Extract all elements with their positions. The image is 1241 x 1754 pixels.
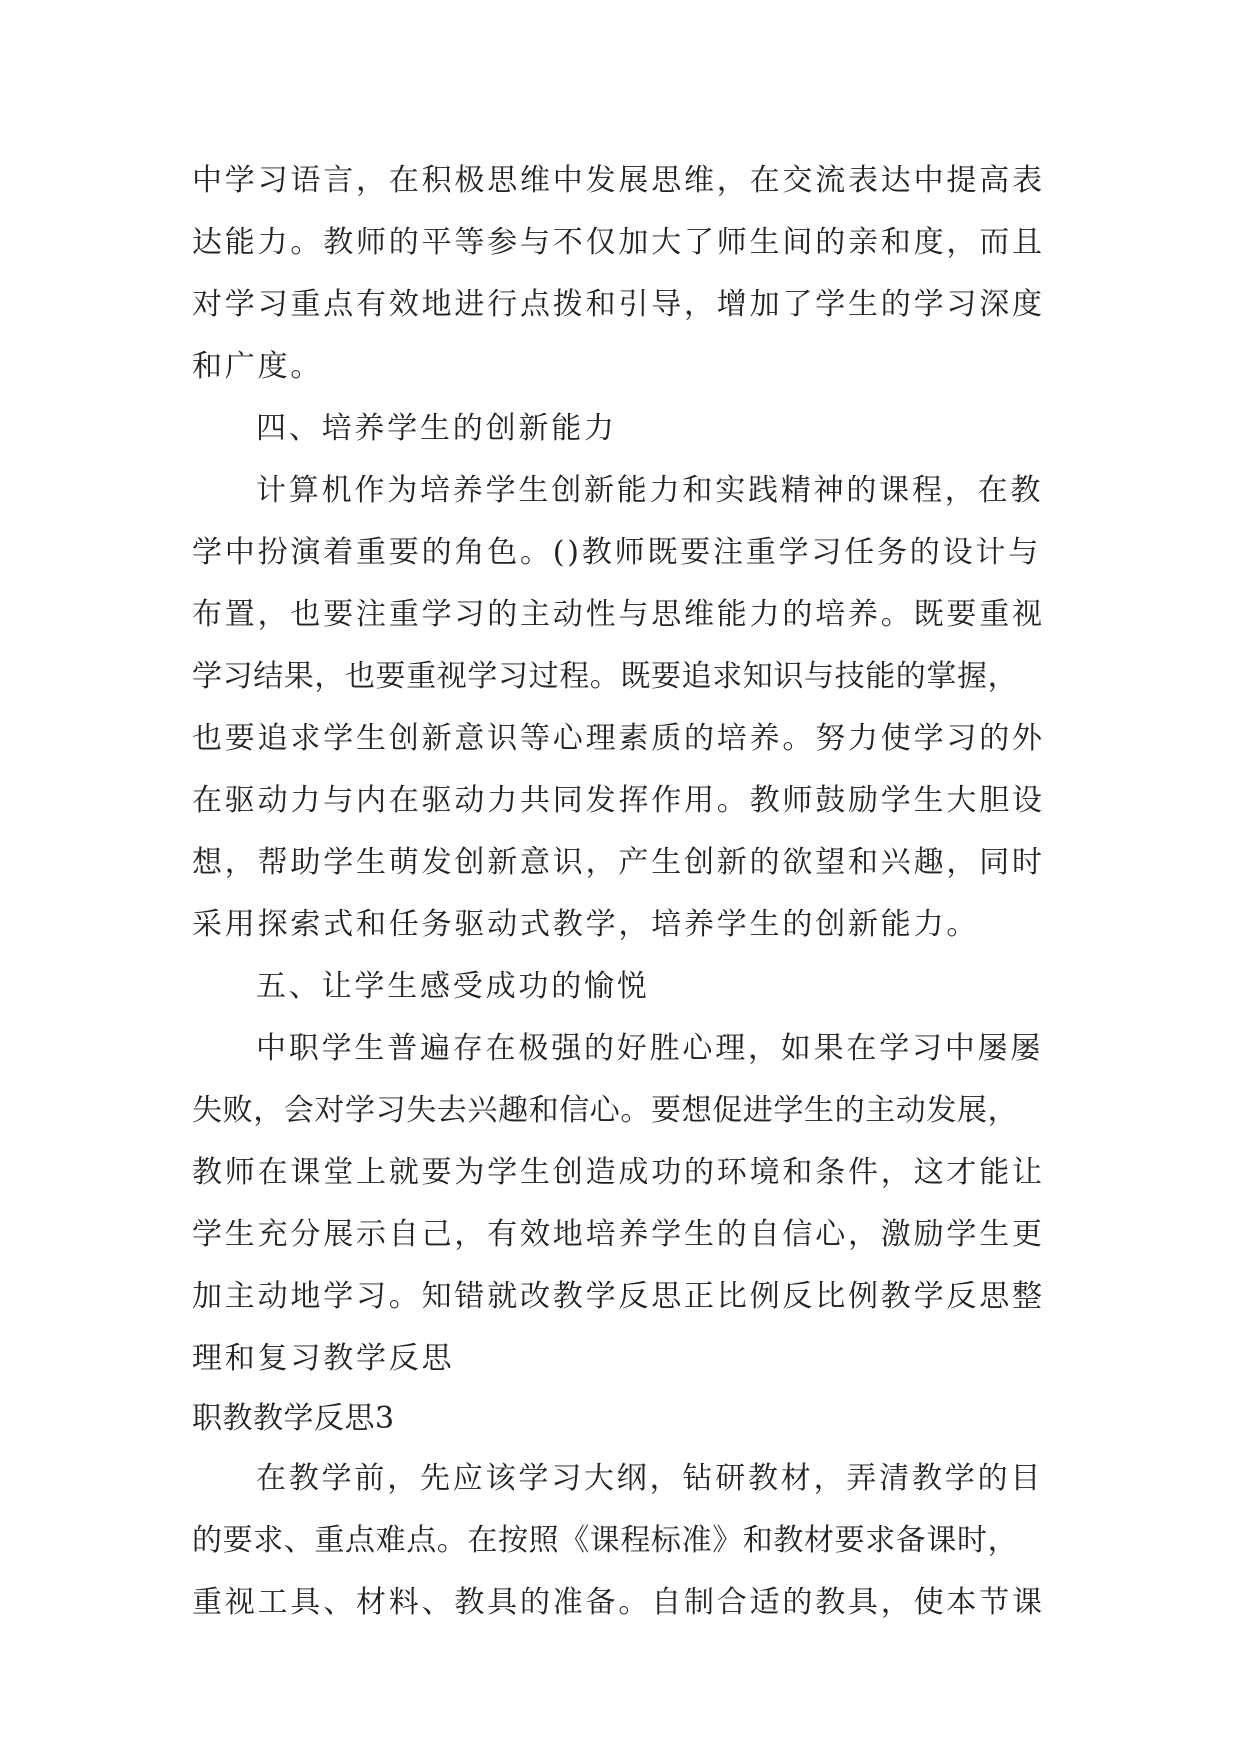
paragraph-line: 学生充分展示自己，有效地培养学生的自信心，激励学生更: [192, 1217, 1045, 1252]
section-heading-five: 五、让学生感受成功的愉悦: [256, 969, 650, 1004]
paragraph-line: 重视工具、材料、教具的准备。自制合适的教具，使本节课: [192, 1585, 1045, 1620]
paragraph-line: 计算机作为培养学生创新能力和实践精神的课程，在教: [256, 473, 1044, 508]
paragraph-line: 的要求、重点难点。在按照《课程标准》和教材要求备课时，: [192, 1523, 1019, 1558]
paragraph-line: 想，帮助学生萌发创新意识，产生创新的欲望和兴趣，同时: [192, 845, 1045, 880]
paragraph-line: 在驱动力与内在驱动力共同发挥作用。教师鼓励学生大胆设: [192, 783, 1045, 818]
paragraph-line: 加主动地学习。知错就改教学反思正比例反比例教学反思整: [192, 1279, 1045, 1314]
section-heading-four: 四、培养学生的创新能力: [256, 411, 617, 446]
paragraph-line: 中职学生普遍存在极强的好胜心理，如果在学习中屡屡: [256, 1031, 1044, 1066]
paragraph-line: 教师在课堂上就要为学生创造成功的环境和条件，这才能让: [192, 1155, 1045, 1190]
document-body: [192, 150, 1052, 1634]
paragraph-line: 学习结果，也要重视学习过程。既要追求知识与技能的掌握，: [192, 659, 1019, 694]
paragraph-line: 布置，也要注重学习的主动性与思维能力的培养。既要重视: [192, 597, 1045, 632]
paragraph-line: 对学习重点有效地进行点拨和引导，增加了学生的学习深度: [192, 287, 1045, 322]
paragraph-line: 学中扮演着重要的角色。()教师既要注重学习任务的设计与: [192, 535, 1042, 570]
paragraph-line: 也要追求学生创新意识等心理素质的培养。努力使学习的外: [192, 721, 1045, 756]
paragraph-line: 理和复习教学反思: [192, 1341, 455, 1376]
paragraph-line: 中学习语言，在积极思维中发展思维，在交流表达中提高表: [192, 163, 1045, 198]
paragraph-line: 在教学前，先应该学习大纲，钻研教材，弄清教学的目: [256, 1461, 1044, 1496]
paragraph-line: 和广度。: [192, 349, 324, 384]
paragraph-line: 失败，会对学习失去兴趣和信心。要想促进学生的主动发展，: [192, 1093, 1019, 1128]
paragraph-line: 采用探索式和任务驱动式教学，培养学生的创新能力。: [192, 907, 980, 942]
paragraph-line: 达能力。教师的平等参与不仅加大了师生间的亲和度，而且: [192, 225, 1045, 260]
document-title: 职教教学反思3: [192, 1401, 395, 1436]
